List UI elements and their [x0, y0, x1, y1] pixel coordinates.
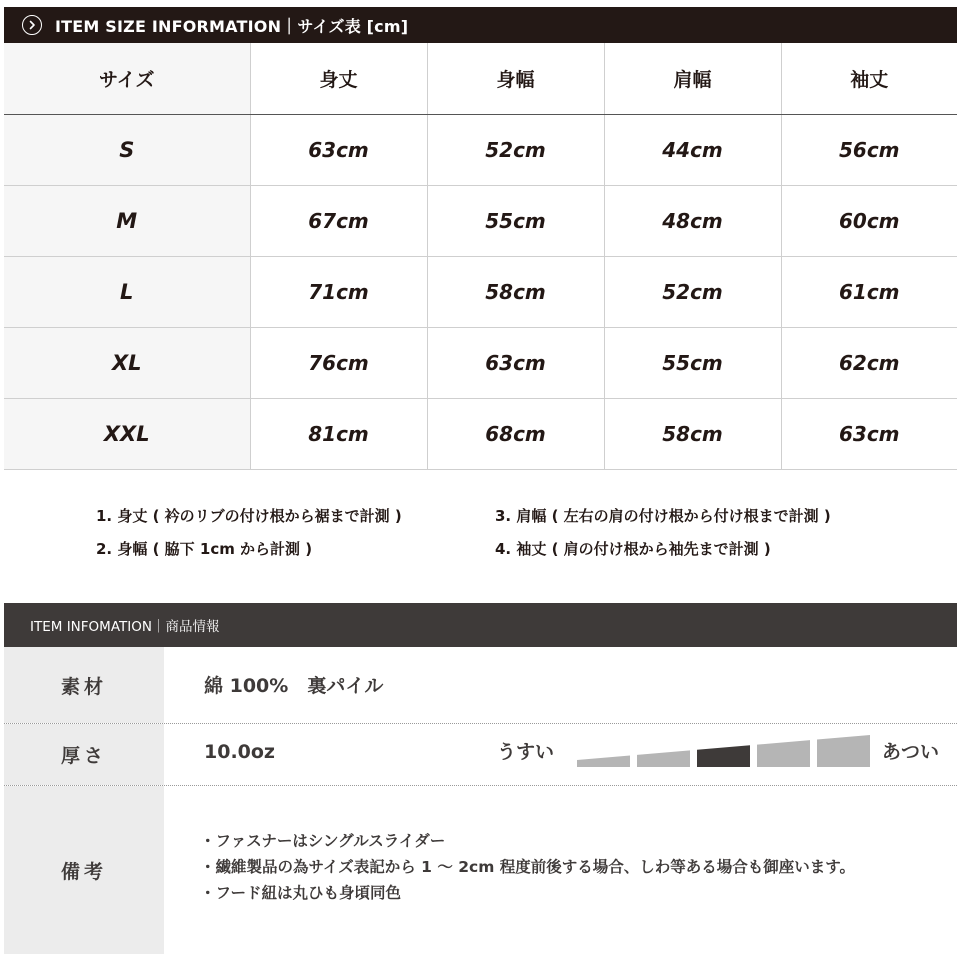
size-info-header [4, 7, 957, 43]
size-cell: L [4, 256, 250, 327]
table-row [4, 185, 957, 256]
item-info-header [4, 603, 957, 647]
table-cell: 63cm [427, 327, 604, 398]
gauge-step [757, 740, 810, 767]
thick-label: あつい [882, 741, 940, 763]
note-width: 2. 身幅 ( 脇下 1cm から計測 ) [96, 540, 313, 558]
material-label: 素材 [4, 647, 164, 723]
thickness-value-cell [164, 724, 957, 785]
note-sleeve: 4. 袖丈 ( 肩の付け根から袖先まで計測 ) [495, 540, 771, 558]
column-header-sleeve: 袖丈 [781, 43, 957, 114]
remarks-list [200, 828, 855, 906]
item-info-title: ITEM INFOMATION｜商品情報 [30, 619, 220, 635]
table-cell: 58cm [604, 398, 781, 469]
gauge-step [637, 750, 690, 767]
table-cell: 61cm [781, 256, 957, 327]
table-row [4, 327, 957, 398]
column-header-shoulder: 肩幅 [604, 43, 781, 114]
list-item: ・ファスナーはシングルスライダー [200, 832, 446, 850]
table-cell: 71cm [250, 256, 427, 327]
table-cell: 52cm [427, 114, 604, 185]
table-row [4, 398, 957, 469]
material-value-cell [164, 647, 957, 723]
remarks-value-cell [164, 786, 957, 954]
remarks-row [4, 786, 957, 954]
note-shoulder: 3. 肩幅 ( 左右の肩の付け根から付け根まで計測 ) [495, 507, 831, 525]
chevron-right-circle-icon [22, 15, 42, 35]
table-cell: 63cm [781, 398, 957, 469]
remarks-label: 備考 [4, 786, 164, 954]
table-cell: 55cm [604, 327, 781, 398]
size-cell: XL [4, 327, 250, 398]
gauge-step [577, 755, 630, 767]
list-item: ・繊維製品の為サイズ表記から 1 ～ 2cm 程度前後する場合、しわ等ある場合も御座います。 [200, 858, 856, 876]
material-row [4, 647, 957, 723]
table-cell: 48cm [604, 185, 781, 256]
column-header-size: サイズ [4, 43, 250, 114]
table-cell: 55cm [427, 185, 604, 256]
column-header-width: 身幅 [427, 43, 604, 114]
table-cell: 60cm [781, 185, 957, 256]
size-cell: M [4, 185, 250, 256]
size-table [4, 43, 957, 470]
thickness-row [4, 724, 957, 785]
size-table-header-row [4, 43, 957, 114]
table-cell: 67cm [250, 185, 427, 256]
thickness-gauge [574, 734, 872, 770]
gauge-step-selected [697, 745, 750, 767]
size-cell: XXL [4, 398, 250, 469]
gauge-step [817, 735, 870, 767]
note-length: 1. 身丈 ( 衿のリブの付け根から裾まで計測 ) [96, 507, 402, 525]
table-row [4, 114, 957, 185]
size-cell: S [4, 114, 250, 185]
thin-label: うすい [497, 741, 555, 763]
table-cell: 76cm [250, 327, 427, 398]
thickness-label: 厚さ [4, 724, 164, 785]
table-cell: 58cm [427, 256, 604, 327]
table-cell: 81cm [250, 398, 427, 469]
column-header-length: 身丈 [250, 43, 427, 114]
table-row [4, 256, 957, 327]
table-cell: 44cm [604, 114, 781, 185]
material-value: 綿 100% 裏パイル [204, 675, 384, 697]
list-item: ・フード紐は丸ひも身頃同色 [200, 884, 402, 902]
table-cell: 62cm [781, 327, 957, 398]
thickness-value: 10.0oz [204, 741, 275, 763]
size-info-title: ITEM SIZE INFORMATION｜サイズ表 [cm] [55, 16, 409, 36]
table-cell: 52cm [604, 256, 781, 327]
table-cell: 68cm [427, 398, 604, 469]
table-cell: 63cm [250, 114, 427, 185]
table-cell: 56cm [781, 114, 957, 185]
